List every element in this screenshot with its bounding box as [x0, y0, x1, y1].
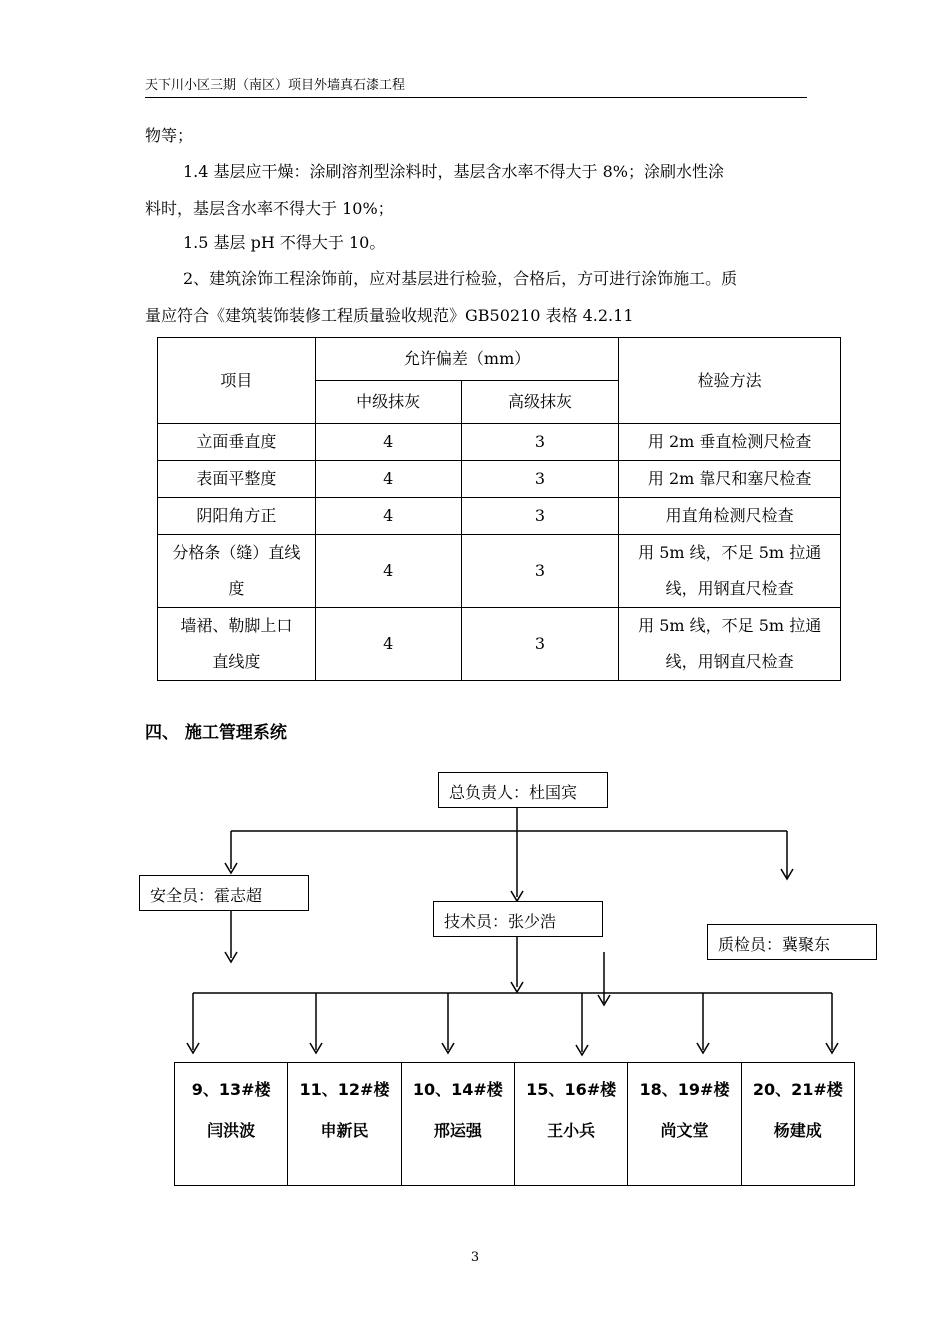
paragraph-1-4-line1: 1.4 基层应干燥：涂刷溶剂型涂料时，基层含水率不得大于 8%；涂刷水性涂 [183, 162, 725, 181]
row-high: 3 [461, 608, 619, 681]
row-mid: 4 [315, 424, 461, 461]
header-high-plaster: 高级抹灰 [461, 381, 619, 424]
org-quality-box: 质检员：冀聚东 [707, 924, 877, 960]
row-method: 用 2m 靠尺和塞尺检查 [619, 461, 841, 498]
row-method: 用 5m 线，不足 5m 拉通 线，用钢直尺检查 [619, 535, 841, 608]
header-item: 项目 [158, 338, 316, 424]
team-cell: 15、16#楼 王小兵 [515, 1063, 628, 1185]
row-high: 3 [461, 461, 619, 498]
team-cell: 9、13#楼 闫洪波 [175, 1063, 288, 1185]
row-mid: 4 [315, 535, 461, 608]
page-header: 天下川小区三期（南区）项目外墙真石漆工程 [145, 74, 807, 98]
page-number: 3 [470, 1250, 480, 1265]
row-item: 阴阳角方正 [158, 498, 316, 535]
team-grid [174, 1062, 855, 1186]
team-cell: 10、14#楼 邢运强 [402, 1063, 515, 1185]
row-mid: 4 [315, 608, 461, 681]
paragraph-2-line2: 量应符合《建筑装饰装修工程质量验收规范》GB50210 表格 4.2.11 [145, 306, 634, 325]
section-title: 四、 施工管理系统 [145, 723, 287, 743]
team-cell: 11、12#楼 申新民 [288, 1063, 401, 1185]
org-tech-box: 技术员：张少浩 [433, 901, 603, 937]
row-item: 墙裙、勒脚上口 直线度 [158, 608, 316, 681]
team-cell: 20、21#楼 杨建成 [752, 1080, 843, 1140]
row-high: 3 [461, 424, 619, 461]
row-item: 表面平整度 [158, 461, 316, 498]
row-item: 立面垂直度 [158, 424, 316, 461]
org-head-box: 总负责人：杜国宾 [438, 772, 608, 808]
row-high: 3 [461, 535, 619, 608]
header-deviation: 允许偏差（mm） [315, 338, 619, 381]
row-item: 分格条（缝）直线 度 [158, 535, 316, 608]
paragraph-continuation: 物等； [145, 126, 194, 145]
row-mid: 4 [315, 461, 461, 498]
row-method: 用 5m 线，不足 5m 拉通 线，用钢直尺检查 [619, 608, 841, 681]
paragraph-1-5: 1.5 基层 pH 不得大于 10。 [183, 233, 386, 252]
row-method: 用 2m 垂直检测尺检查 [619, 424, 841, 461]
paragraph-1-4-line2: 料时，基层含水率不得大于 10%； [145, 199, 394, 218]
header-method: 检验方法 [619, 338, 841, 424]
row-method: 用直角检测尺检查 [619, 498, 841, 535]
team-cell: 18、19#楼 尚文堂 [628, 1063, 741, 1185]
org-safety-box: 安全员：霍志超 [139, 875, 309, 911]
row-mid: 4 [315, 498, 461, 535]
paragraph-2-line1: 2、建筑涂饰工程涂饰前，应对基层进行检验，合格后，方可进行涂饰施工。质 [183, 269, 738, 288]
row-high: 3 [461, 498, 619, 535]
header-mid-plaster: 中级抹灰 [315, 381, 461, 424]
